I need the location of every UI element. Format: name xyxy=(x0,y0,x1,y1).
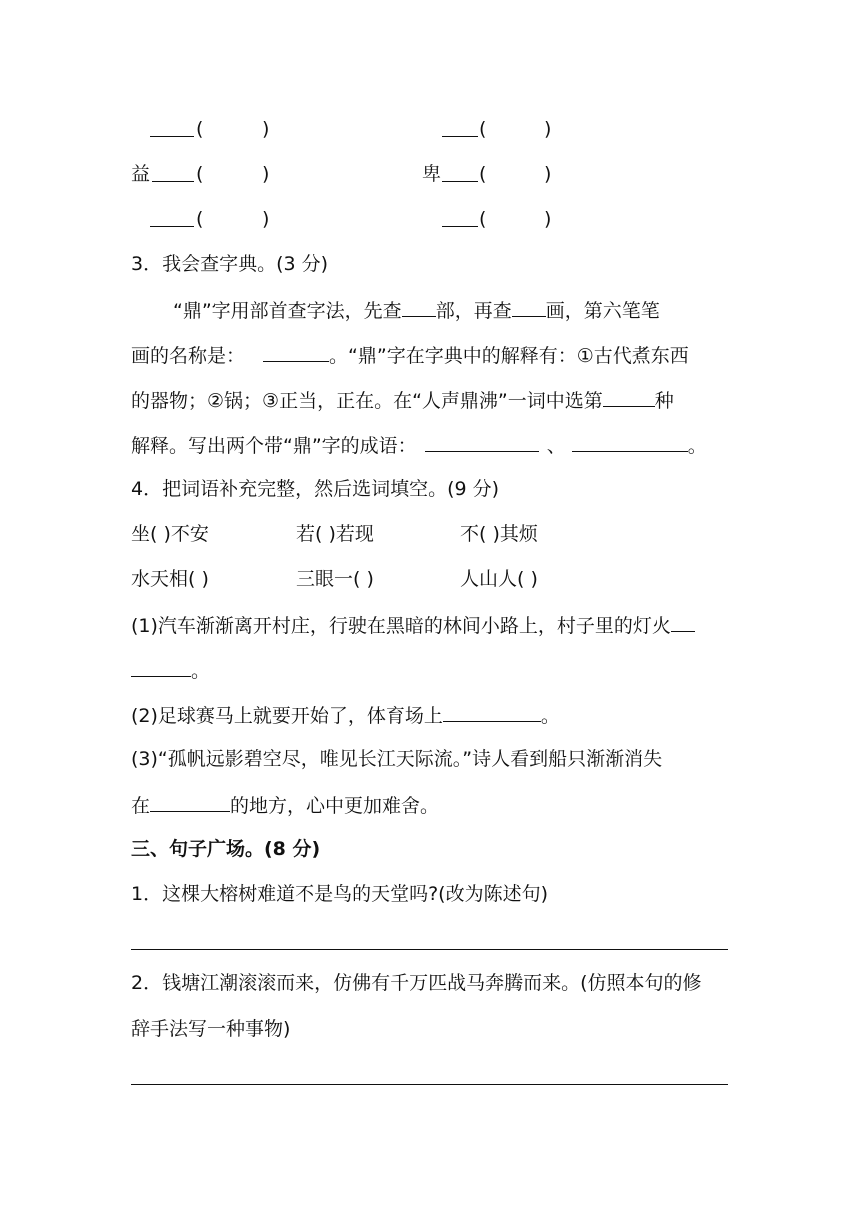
blank-fill[interactable] xyxy=(150,791,230,812)
paren-open: ( xyxy=(479,118,487,140)
q4-title: 4．把词语补充完整，然后选词填空。(9 分) xyxy=(131,478,500,500)
blank-idiom-2[interactable] xyxy=(572,431,688,452)
q4-sentence-1-cont xyxy=(131,656,210,684)
q4-sentence-3: (3)“孤帆远影碧空尽，唯见长江天际流。”诗人看到船只渐渐消失 xyxy=(131,748,663,770)
q3-text: 种 xyxy=(654,390,674,412)
q4-text: 。 xyxy=(540,705,560,727)
blank-stroke-name[interactable] xyxy=(263,341,329,362)
q3-line-1 xyxy=(173,296,660,324)
q3-text: “鼎”字用部首查字法，先查 xyxy=(173,300,402,322)
s3-q2-cont: 辞手法写一种事物) xyxy=(131,1018,291,1040)
blank-fill[interactable] xyxy=(443,701,541,722)
blank-strokes[interactable] xyxy=(512,296,546,317)
q3-line-4 xyxy=(131,431,707,459)
q4-sentence-3-cont xyxy=(131,791,439,819)
section-heading: 三、句子广场。(8 分) xyxy=(131,838,321,860)
paren-close: ) xyxy=(262,163,270,185)
q3-text: 、 xyxy=(546,435,566,457)
idiom-item: 水天相( ) xyxy=(131,568,209,590)
answer-line[interactable] xyxy=(131,949,728,950)
paren-open: ( xyxy=(196,118,204,140)
poly-char-right: 卑 xyxy=(422,163,442,185)
blank-pinyin[interactable] xyxy=(152,161,194,182)
idiom-item: 三眼一( ) xyxy=(296,568,374,590)
q4-text: 。 xyxy=(191,660,211,682)
q4-text: (2)足球赛马上就要开始了，体育场上 xyxy=(131,705,443,727)
q3-text: 。“鼎”字在字典中的解释有：①古代煮东西 xyxy=(329,345,689,367)
blank-pinyin[interactable] xyxy=(150,206,194,227)
idiom-item: 坐( )不安 xyxy=(131,523,209,545)
q4-sentence-1 xyxy=(131,611,695,639)
q3-text: 画，第六笔笔 xyxy=(545,300,660,322)
s3-q1: 1．这棵大榕树难道不是鸟的天堂吗?(改为陈述句) xyxy=(131,883,548,905)
blank-pinyin[interactable] xyxy=(442,161,478,182)
q4-text: 的地方，心中更加难舍。 xyxy=(230,795,440,817)
q3-text: 画的名称是： xyxy=(131,345,246,367)
q3-text: 的器物；②锅；③正当，正在。在“人声鼎沸”一词中选第 xyxy=(131,390,603,412)
paren-open: ( xyxy=(479,208,487,230)
blank-radical[interactable] xyxy=(402,296,436,317)
paren-open: ( xyxy=(479,163,487,185)
paren-close: ) xyxy=(544,208,552,230)
q3-text: 部，再查 xyxy=(435,300,512,322)
q3-text: 解释。写出两个带“鼎”字的成语： xyxy=(131,435,417,457)
q3-title: 3．我会查字典。(3 分) xyxy=(131,253,329,275)
blank-definition-number[interactable] xyxy=(603,386,655,407)
paren-close: ) xyxy=(544,163,552,185)
idiom-item: 不( )其烦 xyxy=(460,523,538,545)
q3-line-3 xyxy=(131,386,674,414)
blank-fill[interactable] xyxy=(671,611,695,632)
blank-idiom-1[interactable] xyxy=(425,431,539,452)
q4-text: 在 xyxy=(131,795,151,817)
blank-pinyin[interactable] xyxy=(442,116,478,137)
q4-sentence-2 xyxy=(131,701,560,729)
idiom-item: 若( )若现 xyxy=(296,523,374,545)
blank-fill[interactable] xyxy=(131,656,191,677)
blank-pinyin[interactable] xyxy=(150,116,194,137)
blank-pinyin[interactable] xyxy=(442,206,478,227)
q4-text: (1)汽车渐渐离开村庄，行驶在黑暗的林间小路上，村子里的灯火 xyxy=(131,615,671,637)
paren-open: ( xyxy=(196,163,204,185)
idiom-item: 人山人( ) xyxy=(460,568,538,590)
answer-line[interactable] xyxy=(131,1084,728,1085)
paren-close: ) xyxy=(544,118,552,140)
paren-close: ) xyxy=(262,208,270,230)
paren-close: ) xyxy=(262,118,270,140)
q3-text: 。 xyxy=(687,435,707,457)
poly-char-left: 益 xyxy=(131,163,151,185)
paren-open: ( xyxy=(196,208,204,230)
q3-line-2 xyxy=(131,341,689,369)
s3-q2: 2．钱塘江潮滚滚而来，仿佛有千万匹战马奔腾而来。(仿照本句的修 xyxy=(131,972,702,994)
